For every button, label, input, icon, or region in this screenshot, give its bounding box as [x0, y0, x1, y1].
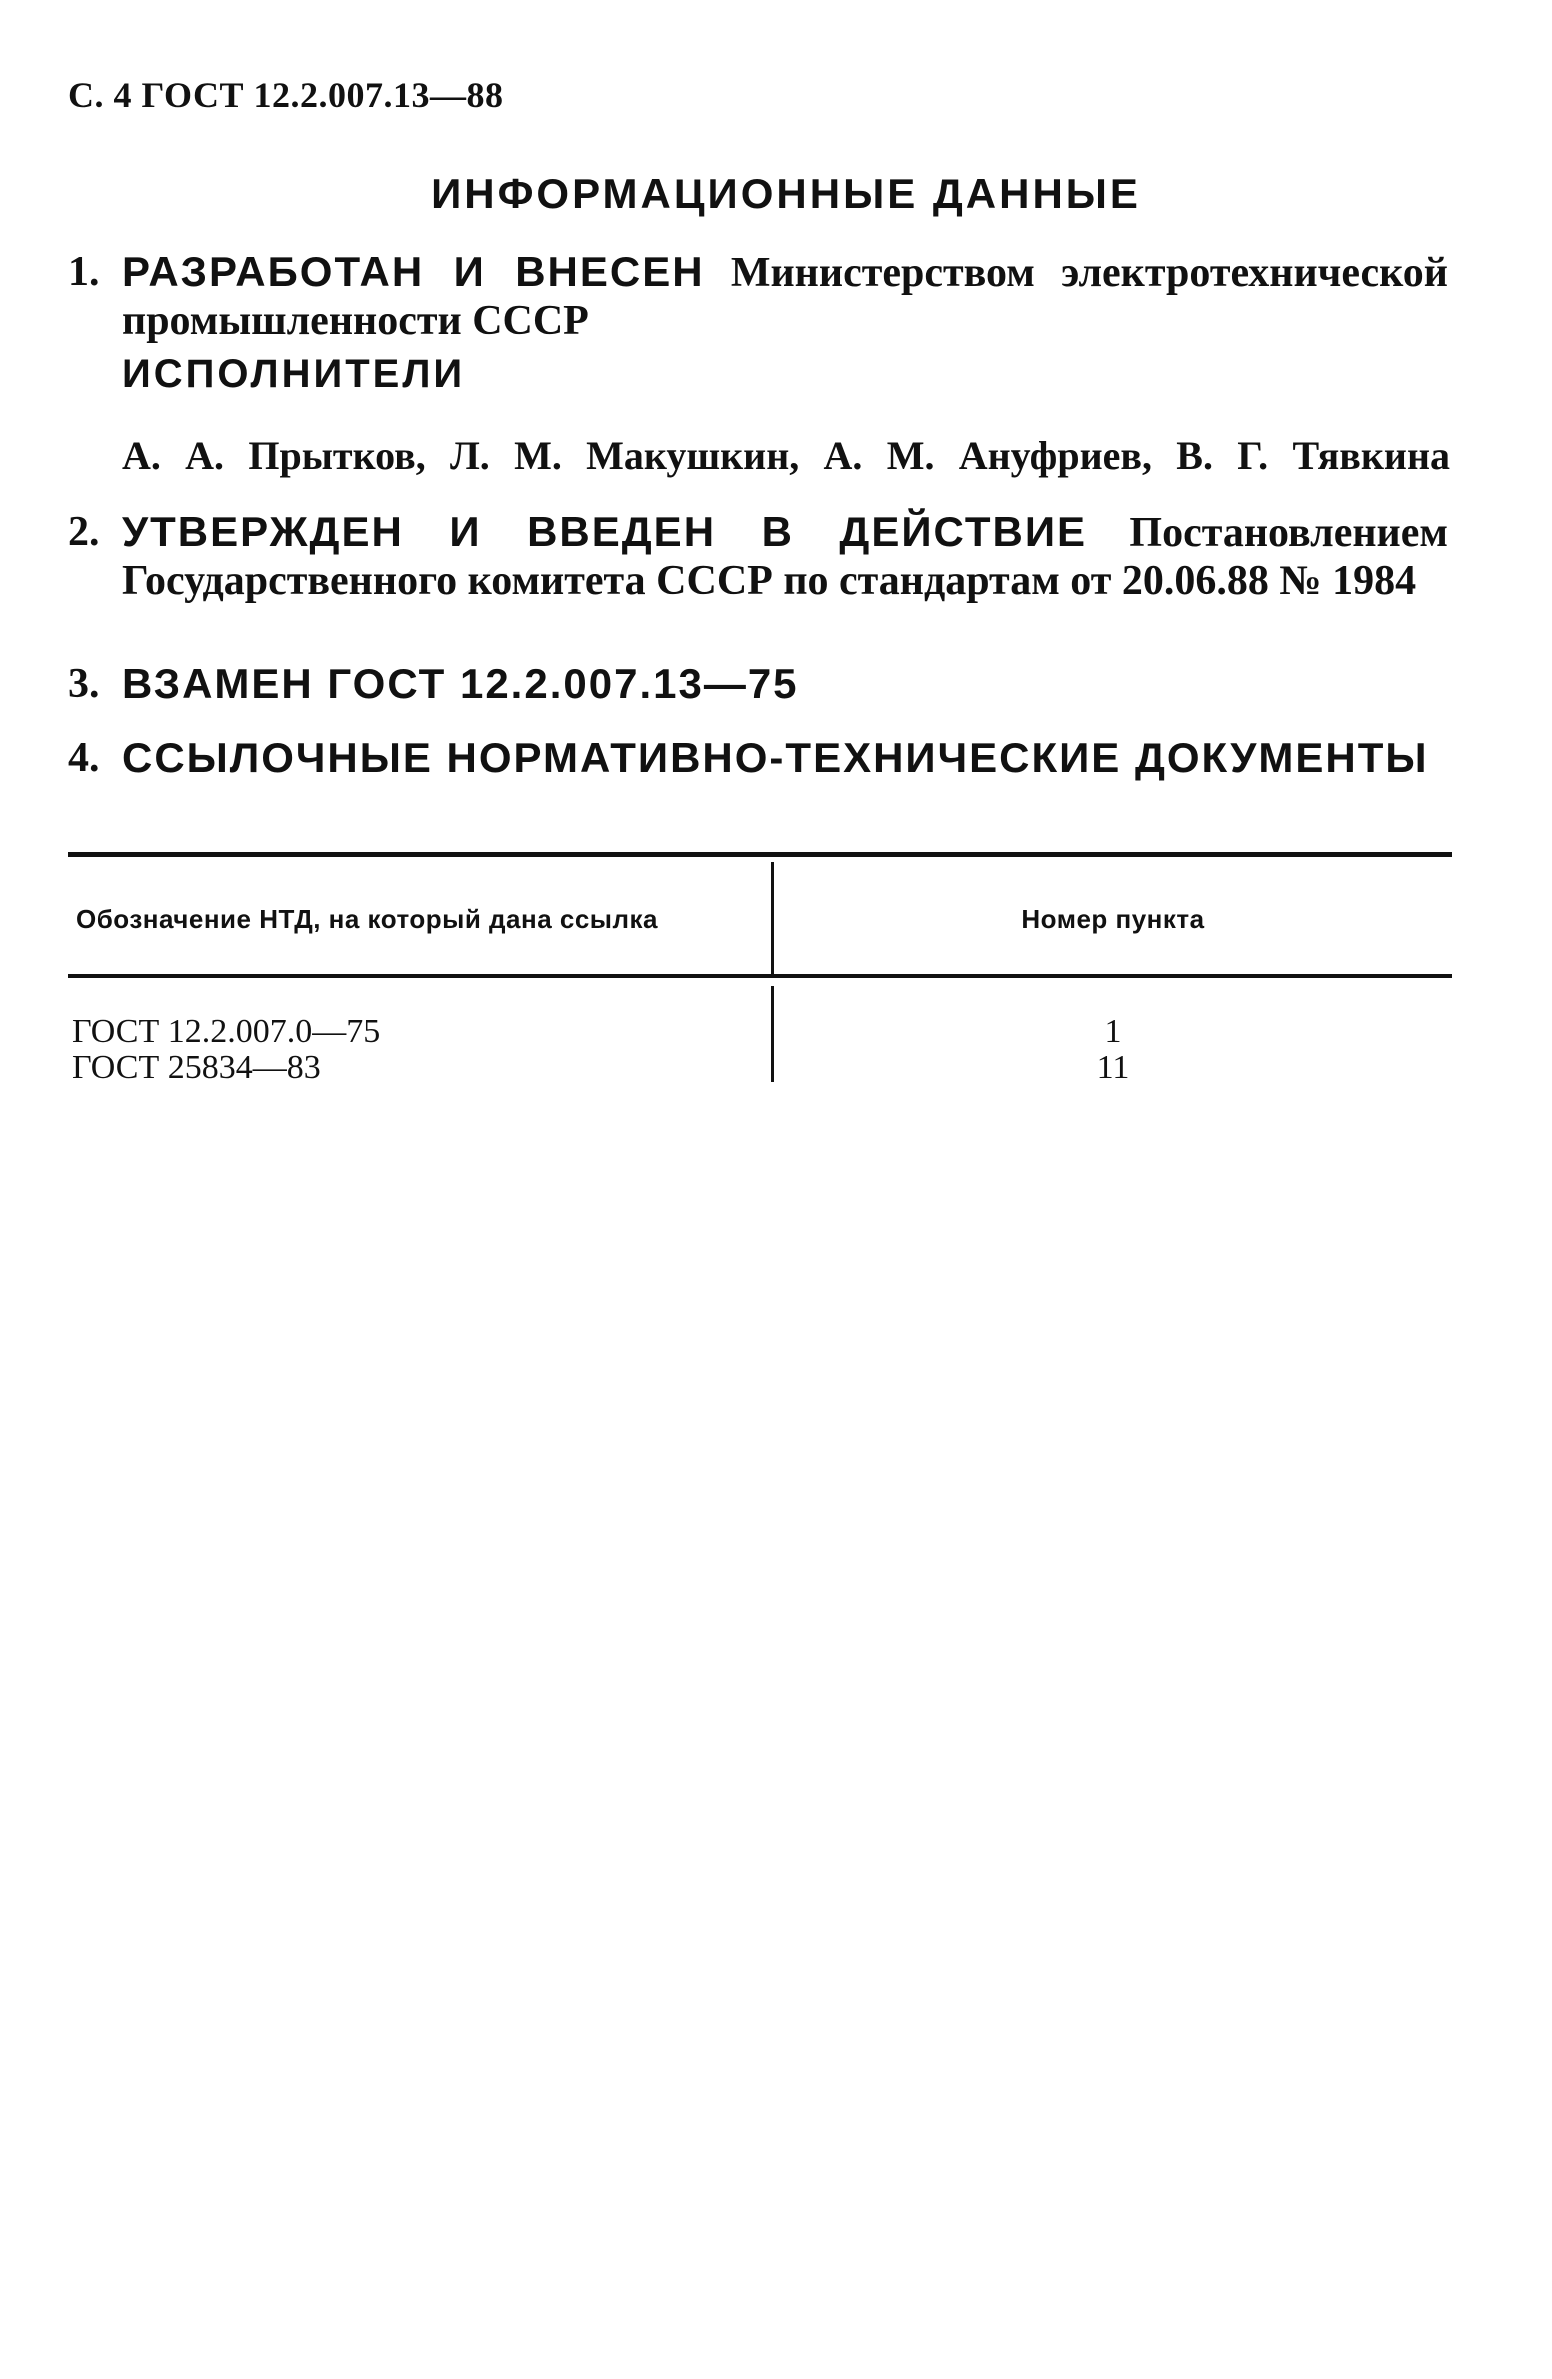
item-4	[68, 734, 1448, 783]
item-3-number: 3.	[68, 661, 100, 707]
table-header-designation: Обозначение НТД, на который дана ссылка	[76, 904, 658, 934]
table-row-1-designation: ГОСТ 12.2.007.0—75	[72, 1013, 381, 1050]
item-2	[68, 508, 1448, 605]
item-2-text: Постановлением Государственного комитета СССР по стандартам от 20.06.88 № 1984	[122, 510, 1448, 604]
table-top-rule	[68, 852, 1452, 857]
page-header: С. 4 ГОСТ 12.2.007.13—88	[68, 75, 504, 115]
item-4-heading: ССЫЛОЧНЫЕ НОРМАТИВНО-ТЕХНИЧЕСКИЕ ДОКУМЕНТЫ	[122, 734, 1429, 781]
item-2-heading: УТВЕРЖДЕН И ВВЕДЕН В ДЕЙСТВИЕ	[122, 508, 1088, 555]
item-3-body	[122, 660, 1448, 709]
executors-names: А. А. Прытков, Л. М. Макушкин, А. М. Ануфриев, В. Г. Тявкина	[122, 433, 1450, 478]
table-row-2-designation: ГОСТ 25834—83	[72, 1049, 321, 1086]
table-header-rule	[68, 974, 1452, 978]
references-table	[68, 852, 1452, 1084]
item-1-number: 1.	[68, 249, 100, 295]
item-2-body	[122, 508, 1448, 605]
item-1-text: Министерством электротехнической промышленности СССР	[122, 250, 1448, 344]
item-1-body	[122, 248, 1448, 345]
document-title: ИНФОРМАЦИОННЫЕ ДАННЫЕ	[431, 170, 1141, 217]
item-1	[68, 248, 1448, 345]
table-row-2-clause: 11	[1096, 1049, 1130, 1086]
item-3-heading: ВЗАМЕН ГОСТ 12.2.007.13—75	[122, 660, 799, 707]
item-3	[68, 660, 1448, 709]
item-4-body	[122, 734, 1448, 783]
table-header-clause: Номер пункта	[1021, 904, 1205, 934]
item-4-number: 4.	[68, 735, 100, 781]
executors-heading: ИСПОЛНИТЕЛИ	[122, 352, 466, 396]
table-row-1-clause: 1	[1104, 1013, 1122, 1050]
item-1-heading: РАЗРАБОТАН И ВНЕСЕН	[122, 248, 705, 295]
item-2-number: 2.	[68, 509, 100, 555]
